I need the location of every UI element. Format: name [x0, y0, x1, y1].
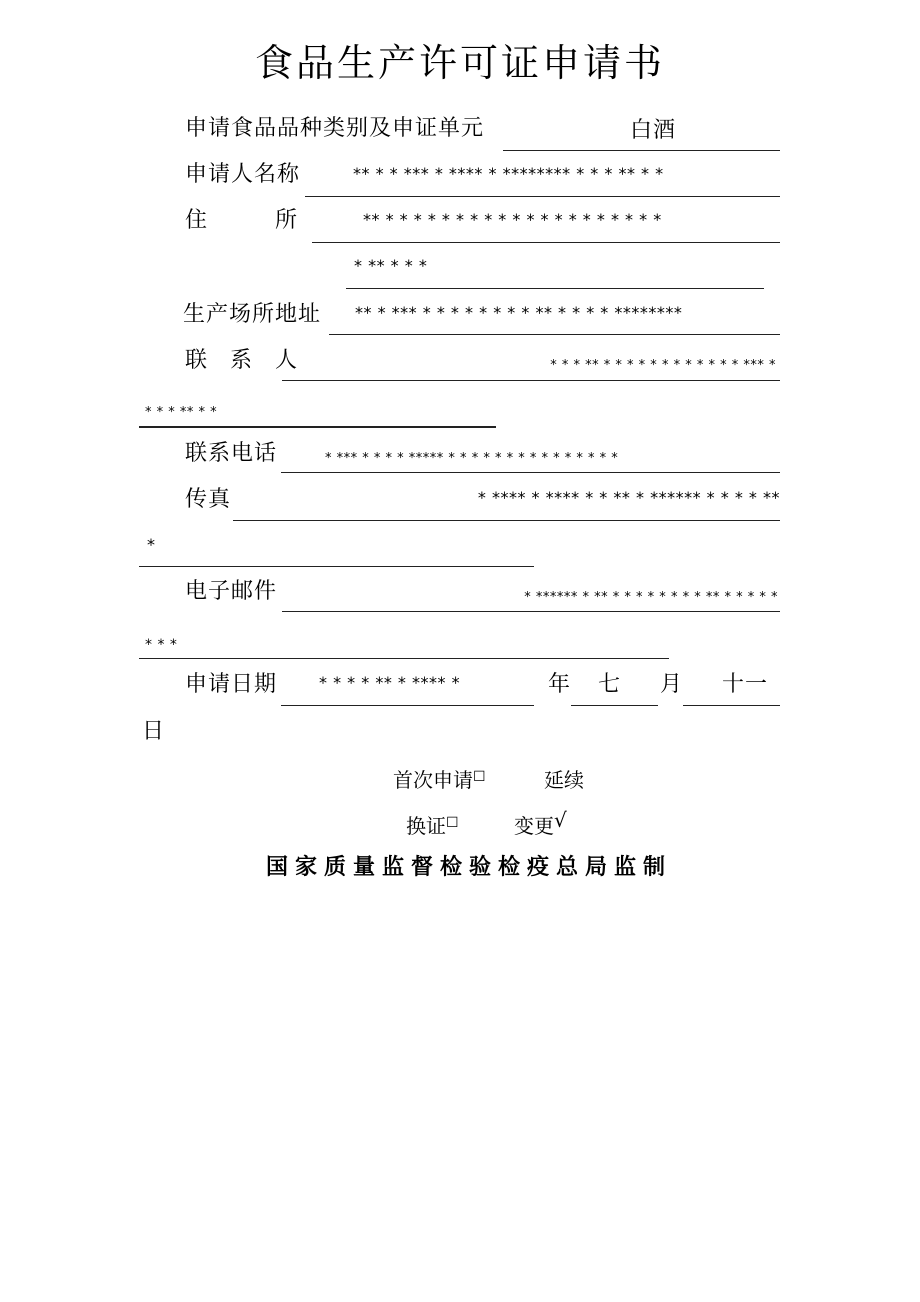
month-value[interactable]: 七: [598, 672, 622, 697]
checkbox-empty-icon[interactable]: ☐: [473, 769, 486, 785]
contact-value-cont[interactable]: * * * ** * *: [145, 405, 218, 420]
date-underline: [281, 705, 534, 706]
month-underline: [571, 705, 658, 706]
category-underline: [503, 150, 780, 151]
page-title: 食品生产许可证申请书: [254, 41, 665, 85]
phone-label: 联系电话: [185, 441, 278, 466]
residence-underline-cont: [346, 288, 764, 289]
contact-label: 联 系 人: [185, 348, 305, 373]
checkbox-empty-icon[interactable]: ☐: [446, 815, 459, 831]
date-value[interactable]: * * * * ** * **** *: [319, 673, 461, 692]
phone-value[interactable]: * *** * * * * ***** * * * * * * * * * * * * * * *: [325, 451, 619, 466]
residence-value-cont[interactable]: * ** * * *: [354, 256, 428, 275]
applicant-value[interactable]: ** * * *** * **** * ******** * * * ** * *: [353, 164, 664, 183]
applicant-label: 申请人名称: [185, 162, 301, 187]
year-label: 年: [548, 672, 572, 697]
date-label: 申请日期: [185, 672, 278, 697]
contact-value[interactable]: * * * ** * * * * * * * * * * * * *** *: [550, 358, 776, 373]
option-renew[interactable]: 延续: [544, 768, 584, 792]
category-value[interactable]: 白酒: [630, 118, 677, 143]
option-change-label: 变更: [514, 814, 554, 838]
fax-underline-cont: [139, 566, 534, 567]
fax-value[interactable]: * **** * **** * * ** * ****** * * * * **: [477, 488, 780, 507]
option-replace[interactable]: [406, 816, 459, 836]
email-label: 电子邮件: [185, 579, 278, 604]
residence-label-1: 住: [185, 208, 209, 233]
day-label: 日: [142, 719, 166, 744]
contact-underline: [282, 380, 780, 381]
fax-underline: [233, 520, 780, 521]
email-underline-cont: [139, 658, 669, 659]
option-replace-label: 换证: [406, 814, 446, 838]
site-address-label: 生产场所地址: [183, 302, 322, 327]
contact-underline-cont: [139, 426, 496, 428]
phone-underline: [281, 472, 780, 473]
issuer-footer: 国家质量监督检验检疫总局监制: [266, 855, 673, 880]
check-mark-icon: √: [554, 808, 567, 832]
applicant-underline: [305, 196, 780, 197]
email-value-cont[interactable]: * * *: [145, 637, 178, 653]
email-value[interactable]: * ****** * ** * * * * * * * * ** * * * * *: [524, 590, 778, 605]
day-value[interactable]: 十一: [722, 672, 769, 697]
residence-label-2: 所: [275, 208, 299, 233]
day-underline: [683, 705, 780, 706]
residence-value[interactable]: ** * * * * * * * * * * * * * * * * * * * *: [363, 210, 662, 229]
option-first-label: 首次申请: [393, 768, 473, 792]
option-first-application[interactable]: [393, 770, 486, 790]
residence-underline: [312, 242, 780, 243]
category-label: 申请食品品种类别及申证单元: [185, 116, 485, 141]
site-address-value[interactable]: ** * *** * * * * * * * * ** * * * * ********: [355, 303, 683, 322]
month-label: 月: [660, 672, 684, 697]
email-underline: [282, 611, 780, 612]
fax-label: 传真: [185, 487, 232, 512]
fax-value-cont[interactable]: *: [147, 535, 156, 554]
option-change[interactable]: [514, 810, 567, 836]
site-address-underline: [329, 334, 780, 335]
